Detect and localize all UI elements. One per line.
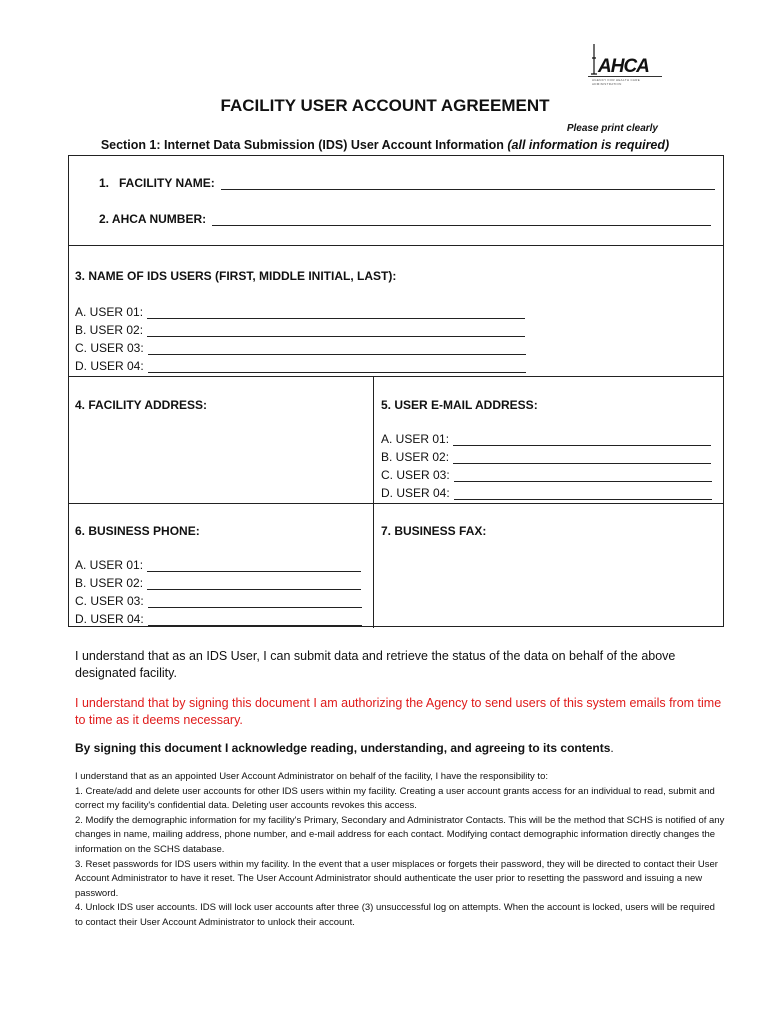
logo-subtitle: AGENCY FOR HEALTH CARE ADMINISTRATION [592, 78, 640, 86]
phone-user-row[interactable]: C. USER 03: [75, 594, 362, 608]
acknowledge-statement [75, 741, 614, 755]
logo-text: AHCA [598, 56, 649, 77]
facility-name-field[interactable] [99, 176, 715, 190]
email-user-row[interactable]: B. USER 02: [381, 450, 711, 464]
form-box [68, 155, 724, 627]
section-note: (all information is required) [507, 138, 670, 152]
admin-item-4: 4. Unlock IDS user accounts. IDS will lock user accounts after three (3) unsuccessful log on attempts. When the account is locked, users will be required to contact their User Account Administrator to unlock their account. [75, 902, 715, 928]
facility-address-label: 4. FACILITY ADDRESS: [75, 398, 208, 412]
ids-user-row[interactable]: D. USER 04: [75, 359, 526, 373]
ids-user-row[interactable]: C. USER 03: [75, 341, 526, 355]
facility-name-line[interactable] [221, 177, 715, 190]
fax-heading: 7. BUSINESS FAX: [381, 524, 487, 538]
admin-item-2: 2. Modify the demographic information for my facility's Primary, Secondary and Administrator Contacts. This will be the method that SCHS is notified of any changes in name, mailing address, phone number, and e-mail address for each contact. Modifying contact demographic information directly changes the information on the SCHS database. [75, 814, 725, 855]
administrator-responsibilities [75, 770, 725, 931]
email-user-row[interactable]: A. USER 01: [381, 432, 711, 446]
understand-paragraph: I understand that as an IDS User, I can submit data and retrieve the status of the data on behalf of the above designated facility. [75, 649, 676, 680]
page-title: FACILITY USER ACCOUNT AGREEMENT [220, 96, 550, 115]
phone-user-row[interactable]: A. USER 01: [75, 558, 361, 572]
section-heading [0, 138, 770, 152]
admin-intro: I understand that as an appointed User Account Administrator on behalf of the facility, I have the responsibility to: [75, 771, 548, 782]
phone-heading: 6. BUSINESS PHONE: [75, 524, 200, 538]
admin-item-1: 1. Create/add and delete user accounts for other IDS users within my facility. Creating a user account grants access for an individual to read, submit and correct my facility's confidential data. Deleting user accounts revokes this access. [75, 785, 715, 812]
acknowledge-end: . [610, 741, 614, 755]
email-heading: 5. USER E-MAIL ADDRESS: [381, 398, 538, 412]
ahca-number-field[interactable] [99, 212, 711, 226]
ids-user-row[interactable]: B. USER 02: [75, 323, 525, 337]
admin-item-3: 3. Reset passwords for IDS users within my facility. In the event that a user misplaces or forgets their password, they will be directed to contact their User Account Administrator to have it reset. The User Account Administrator should authenticate the user prior to resetting the password and issuing a new password. [75, 858, 718, 899]
ahca-logo [586, 44, 666, 86]
ids-users-heading: 3. NAME OF IDS USERS (FIRST, MIDDLE INITIAL, LAST): [75, 269, 397, 283]
facility-name-label: FACILITY NAME: [119, 176, 215, 190]
authorizing-paragraph: I understand that by signing this document I am authorizing the Agency to send users of this system emails from time to time as it deems necessary. [75, 696, 722, 727]
ahca-number-label: 2. AHCA NUMBER: [99, 212, 207, 226]
print-note: Please print clearly [566, 123, 658, 134]
phone-user-row[interactable]: B. USER 02: [75, 576, 361, 590]
email-user-row[interactable]: C. USER 03: [381, 468, 712, 482]
section-label: Section 1: Internet Data Submission (IDS) User Account Information [100, 138, 504, 152]
ids-user-row[interactable]: A. USER 01: [75, 305, 525, 319]
ahca-number-line[interactable] [212, 213, 711, 226]
email-user-row[interactable]: D. USER 04: [381, 486, 712, 500]
acknowledge-text: By signing this document I acknowledge reading, understanding, and agreeing to its contents [75, 741, 611, 755]
phone-user-row[interactable]: D. USER 04: [75, 612, 362, 626]
facility-name-num: 1. [99, 176, 110, 190]
